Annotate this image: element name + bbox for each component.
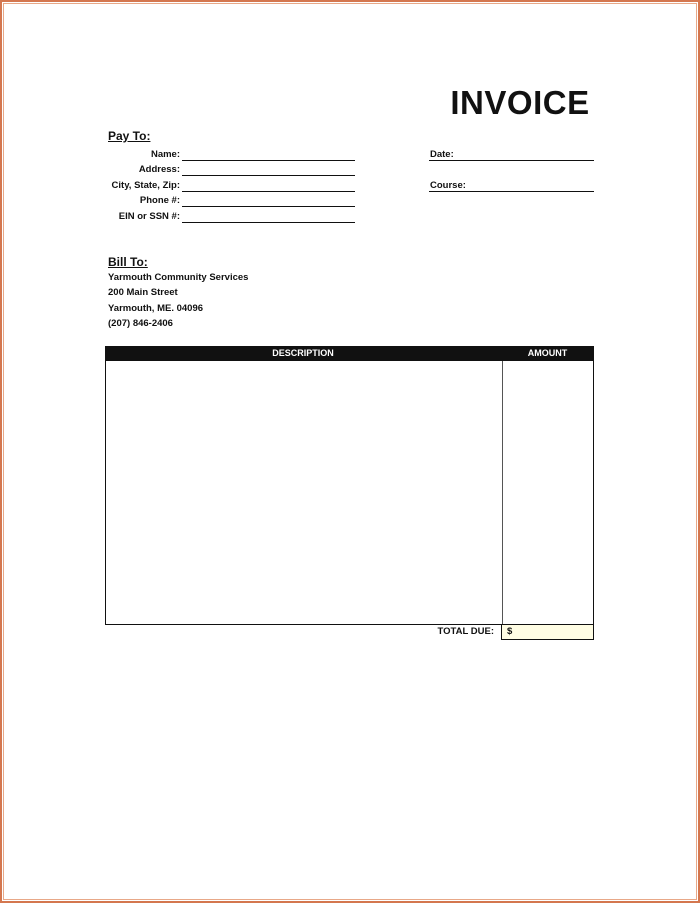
course-field[interactable] — [429, 191, 594, 192]
bill-to-line: 200 Main Street — [108, 287, 178, 298]
bill-to-heading: Bill To: — [108, 255, 148, 269]
pay-to-heading: Pay To: — [108, 129, 151, 143]
city-state-zip-field[interactable] — [182, 191, 355, 192]
bill-to-line: (207) 846-2406 — [108, 318, 173, 329]
name-field[interactable] — [182, 160, 355, 161]
date-field[interactable] — [429, 160, 594, 161]
total-due-label: TOTAL DUE: — [437, 626, 494, 637]
city-state-zip-label: City, State, Zip: — [111, 180, 180, 191]
name-label: Name: — [150, 149, 180, 160]
description-column-header: DESCRIPTION — [272, 348, 334, 358]
course-label: Course: — [430, 180, 466, 191]
address-field[interactable] — [182, 175, 355, 176]
currency-symbol: $ — [507, 626, 513, 637]
bill-to-line: Yarmouth, ME. 04096 — [108, 303, 204, 314]
phone-field[interactable] — [182, 206, 355, 207]
invoice-table-header — [105, 346, 594, 361]
ein-ssn-label: EIN or SSN #: — [118, 211, 180, 222]
phone-label: Phone #: — [139, 195, 180, 206]
column-divider — [502, 361, 503, 624]
date-label: Date: — [430, 149, 454, 160]
total-due-field[interactable] — [501, 624, 594, 640]
amount-column-header: AMOUNT — [527, 348, 568, 358]
bill-to-line: Yarmouth Community Services — [108, 272, 249, 283]
invoice-title: INVOICE — [450, 84, 590, 121]
ein-ssn-field[interactable] — [182, 222, 355, 223]
invoice-table-body[interactable] — [105, 361, 594, 625]
address-label: Address: — [138, 164, 180, 175]
